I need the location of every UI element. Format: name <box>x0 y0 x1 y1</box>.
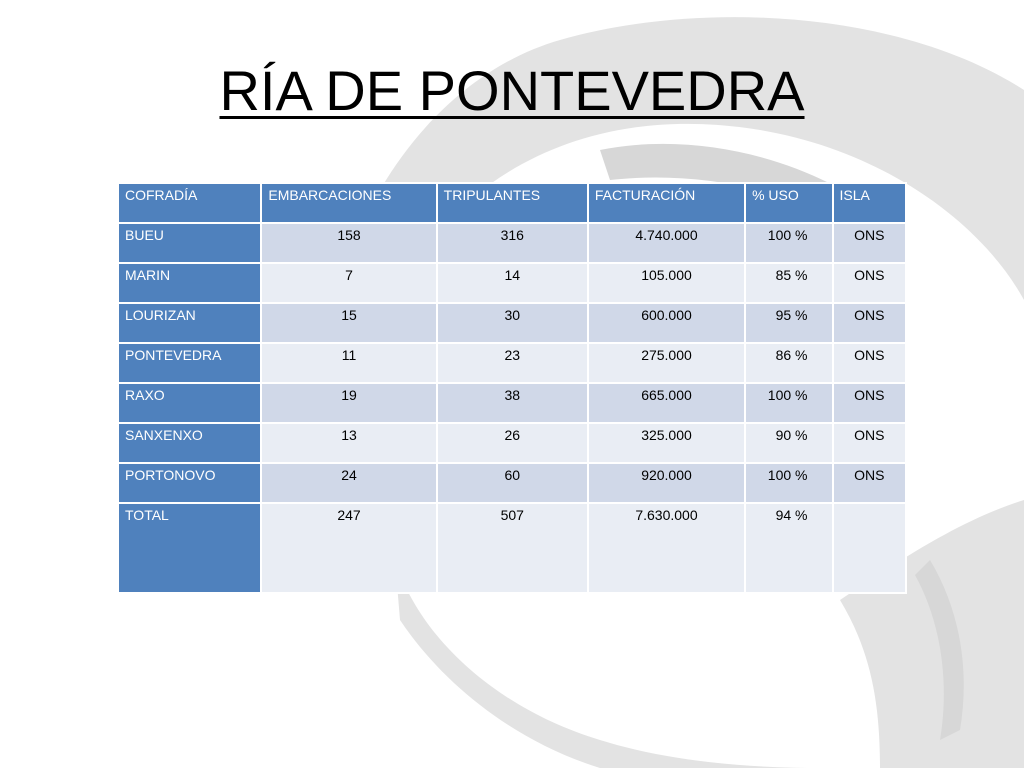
cell-total-embarcaciones: 247 <box>262 504 435 592</box>
table-row <box>119 464 905 502</box>
cell-embarcaciones: 13 <box>262 424 435 462</box>
cell-total-facturacion: 7.630.000 <box>589 504 744 592</box>
cell-isla: ONS <box>834 464 906 502</box>
cell-embarcaciones: 15 <box>262 304 435 342</box>
cell-cofradia: LOURIZAN <box>119 304 260 342</box>
cell-facturacion: 600.000 <box>589 304 744 342</box>
cell-embarcaciones: 11 <box>262 344 435 382</box>
table-row <box>119 384 905 422</box>
cell-cofradia: PONTEVEDRA <box>119 344 260 382</box>
cell-isla: ONS <box>834 224 906 262</box>
table-total-row <box>119 504 905 592</box>
data-table <box>117 182 907 594</box>
cell-isla: ONS <box>834 264 906 302</box>
column-header-facturacion: FACTURACIÓN <box>589 184 744 222</box>
cell-isla: ONS <box>834 304 906 342</box>
table-row <box>119 224 905 262</box>
cell-uso: 90 % <box>746 424 831 462</box>
cell-isla: ONS <box>834 384 906 422</box>
column-header-tripulantes: TRIPULANTES <box>438 184 587 222</box>
table-row <box>119 424 905 462</box>
column-header-cofradia: COFRADÍA <box>119 184 260 222</box>
cell-uso: 100 % <box>746 224 831 262</box>
table-row <box>119 344 905 382</box>
cell-cofradia: PORTONOVO <box>119 464 260 502</box>
cell-tripulantes: 23 <box>438 344 587 382</box>
cell-cofradia: BUEU <box>119 224 260 262</box>
cell-embarcaciones: 158 <box>262 224 435 262</box>
cell-uso: 95 % <box>746 304 831 342</box>
cell-facturacion: 665.000 <box>589 384 744 422</box>
cell-total-uso: 94 % <box>746 504 831 592</box>
cell-cofradia: MARIN <box>119 264 260 302</box>
cell-isla: ONS <box>834 424 906 462</box>
cell-tripulantes: 14 <box>438 264 587 302</box>
cell-embarcaciones: 24 <box>262 464 435 502</box>
cell-facturacion: 275.000 <box>589 344 744 382</box>
cell-embarcaciones: 7 <box>262 264 435 302</box>
cell-cofradia: RAXO <box>119 384 260 422</box>
cell-uso: 100 % <box>746 464 831 502</box>
cell-total-label: TOTAL <box>119 504 260 592</box>
column-header-embarcaciones: EMBARCACIONES <box>262 184 435 222</box>
column-header-uso: % USO <box>746 184 831 222</box>
cell-total-isla <box>834 504 906 592</box>
cell-tripulantes: 60 <box>438 464 587 502</box>
column-header-isla: ISLA <box>834 184 906 222</box>
page-title: RÍA DE PONTEVEDRA <box>219 59 805 122</box>
cell-uso: 86 % <box>746 344 831 382</box>
cell-cofradia: SANXENXO <box>119 424 260 462</box>
cell-tripulantes: 30 <box>438 304 587 342</box>
table-row <box>119 264 905 302</box>
cell-embarcaciones: 19 <box>262 384 435 422</box>
cell-facturacion: 920.000 <box>589 464 744 502</box>
cell-total-tripulantes: 507 <box>438 504 587 592</box>
cell-facturacion: 4.740.000 <box>589 224 744 262</box>
cell-uso: 100 % <box>746 384 831 422</box>
cell-tripulantes: 26 <box>438 424 587 462</box>
cell-facturacion: 325.000 <box>589 424 744 462</box>
table-header-row <box>119 184 905 222</box>
cell-tripulantes: 38 <box>438 384 587 422</box>
cell-tripulantes: 316 <box>438 224 587 262</box>
cell-facturacion: 105.000 <box>589 264 744 302</box>
cell-isla: ONS <box>834 344 906 382</box>
cell-uso: 85 % <box>746 264 831 302</box>
table-row <box>119 304 905 342</box>
